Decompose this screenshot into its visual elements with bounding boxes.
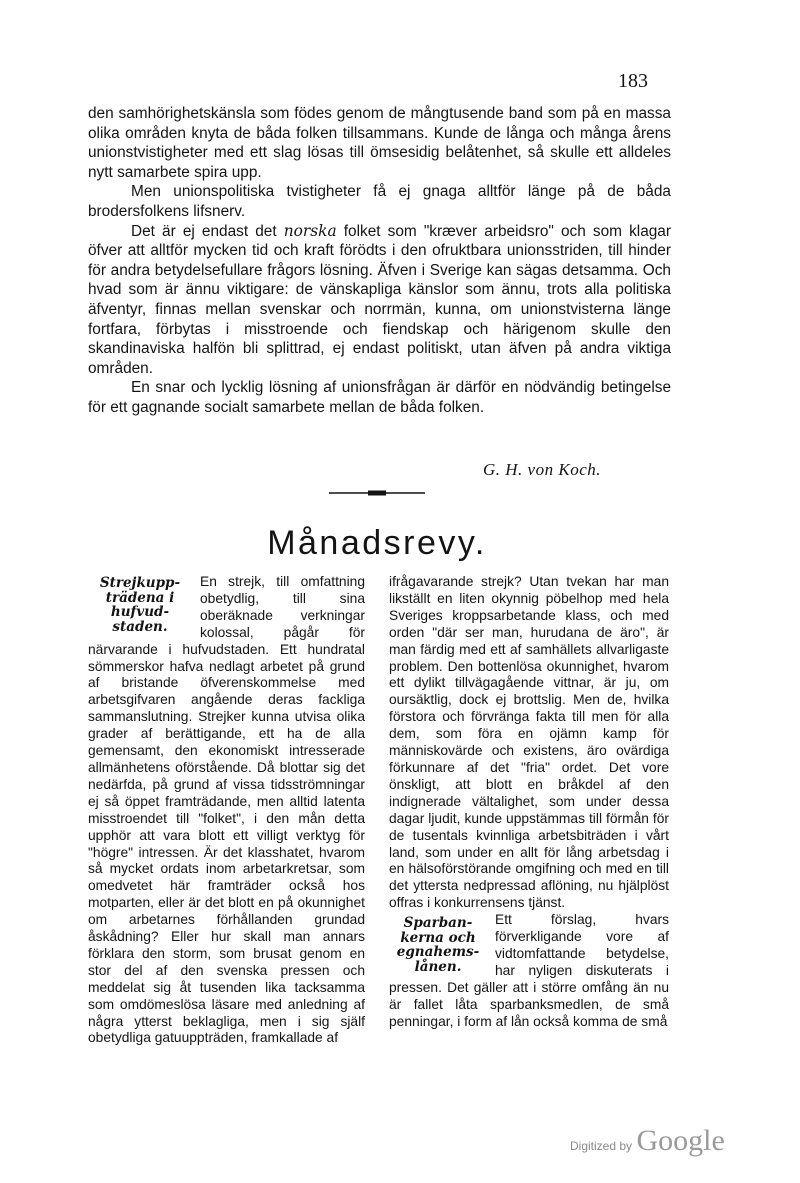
section-divider bbox=[329, 489, 425, 497]
paragraph-text: Det är ej endast det bbox=[131, 222, 284, 240]
column-text: ifrågavarande strejk? Utan tvekan har man likställt en liten okynnig pöbelhop med hela Sveriges kroppsarbetande klass, och med orden "där ser man, hurudana de äro", är man färdig med ett af samhällets allvarligaste problem. Den bottenlösa okunnighet, hvarom ett dylikt tillvägagående vittnar, är ju, om oursäktlig, dock ej brottslig. Men de, hvilka förstora och förvränga fakta till men för alla dem, som föra en ojämn kamp för människovärde och existens, äro ovärdiga förkunnare af det "fria" ordet. Det vore önskligt, att blott en bråkdel af den indignerade vältalighet, som under dessa dagar ljudit, kunde uppstämmas till förmån för de tusentals kvinnliga arbetsbiträden i vårt land, som under en allt för lång arbetsdag i en hälsoförstörande omgifning och med en till det yttersta nedpressad aflöning, nu hjälplöst offras i konkurrensens tjänst. bbox=[389, 574, 669, 911]
left-column bbox=[88, 574, 365, 1047]
article-body bbox=[88, 104, 671, 418]
right-column bbox=[389, 574, 669, 1030]
paragraph: Men unionspolitiska tvistigheter få ej gnaga alltför länge på de båda brodersfolkens lifsnerv. bbox=[88, 183, 671, 220]
paragraph: En snar och lycklig lösning af unionsfrågan är därför en nödvändig betingelse för ett gagnande socialt samarbete mellan de båda folken. bbox=[88, 379, 671, 416]
margin-heading: Strejkupp-trädena i hufvud-staden. bbox=[99, 575, 181, 635]
paragraph: den samhörighetskänsla som födes genom de mångtusende band som på en massa olika områden knyta de båda folken tillsammans. Kunde de långa och många årens unionstvistigheter med ett slag lösas till ömsesidig belåtenhet, så skulle ett alldeles nytt samarbete spira upp. bbox=[88, 105, 671, 181]
google-logo: Google bbox=[636, 1124, 725, 1157]
section-title: Månadsrevy. bbox=[267, 524, 487, 562]
paragraph-text: folket som "kræver arbeidsro" och som klagar öfver att alltför mycken tid och kraft förödts i den ofruktbara unionsstriden, till hinder för andra betydelsefullare frågors lösning. Äfven i Sverige kan sägas detsamma. Och hvad som är ännu viktigare: de vänskapliga känslor som ännu, trots alla politiska äfventyr, finnas mellan svenskar och norrmän, kunna, om unionstvisterna länge fortfara, förbytas i misstroende och fiendskap och härigenom skulle den skandinaviska halfön bli splittrad, ej endast politiskt, utan äfven på andra viktiga områden. bbox=[88, 222, 671, 377]
italic-word: norska bbox=[283, 221, 337, 240]
column-text: En strejk, till omfattning obetydlig, till sina oberäknade verkningar kolossal, pågår för närvarande i hufvudstaden. Ett hundratal sömmerskor hafva nedlagt arbetet på grund af bristande öfverenskommelse med arbetsgifvaren angående deras fackliga sammanslutning. Strejker kunna utvisa olika grader af berättigande, ett ha de alla gemensamt, den ekonomiskt intresserade allmänhetens oförstående. Då blottar sig det nedärfda, på grund af vissa tidsströmningar ej så öppet framträdande, men alltid latenta misstroendet till "folket", i den mån detta upphör att vara blott ett villigt verktyg för "högre" intressen. Är det klasshatet, hvarom så mycket ordats inom arbetarkretsar, som omedvetet här framträder också hos motparten, eller är det blott en på okunnighet om arbetarnes förhållanden grundad åskådning? Eller hur skall man annars förklara den storm, som brusat genom en stor del af den svenska pressen och meddelat sig åt tusenden lika tacksamma som omdömeslösa läsare med anledning af några ytterst beklagliga, men i sig själf obetydliga gatuuppträden, framkallade af bbox=[88, 574, 365, 1046]
digitized-watermark bbox=[570, 1124, 725, 1158]
watermark-prefix: Digitized by bbox=[570, 1139, 633, 1153]
author-signature: G. H. von Koch. bbox=[483, 460, 601, 479]
margin-heading: Sparban-kerna och egnahems-lånen. bbox=[396, 915, 480, 975]
paragraph bbox=[88, 222, 671, 379]
column-text: Ett förslag, hvars förverkligande vore af vidtomfattande betydelse, har nyligen diskuterats i pressen. Det gäller att i större omfång än nu är fallet låta sparbanksmedlen, de små penningar, i form af lån också komma de små bbox=[389, 912, 669, 1029]
page-number: 183 bbox=[618, 70, 648, 92]
